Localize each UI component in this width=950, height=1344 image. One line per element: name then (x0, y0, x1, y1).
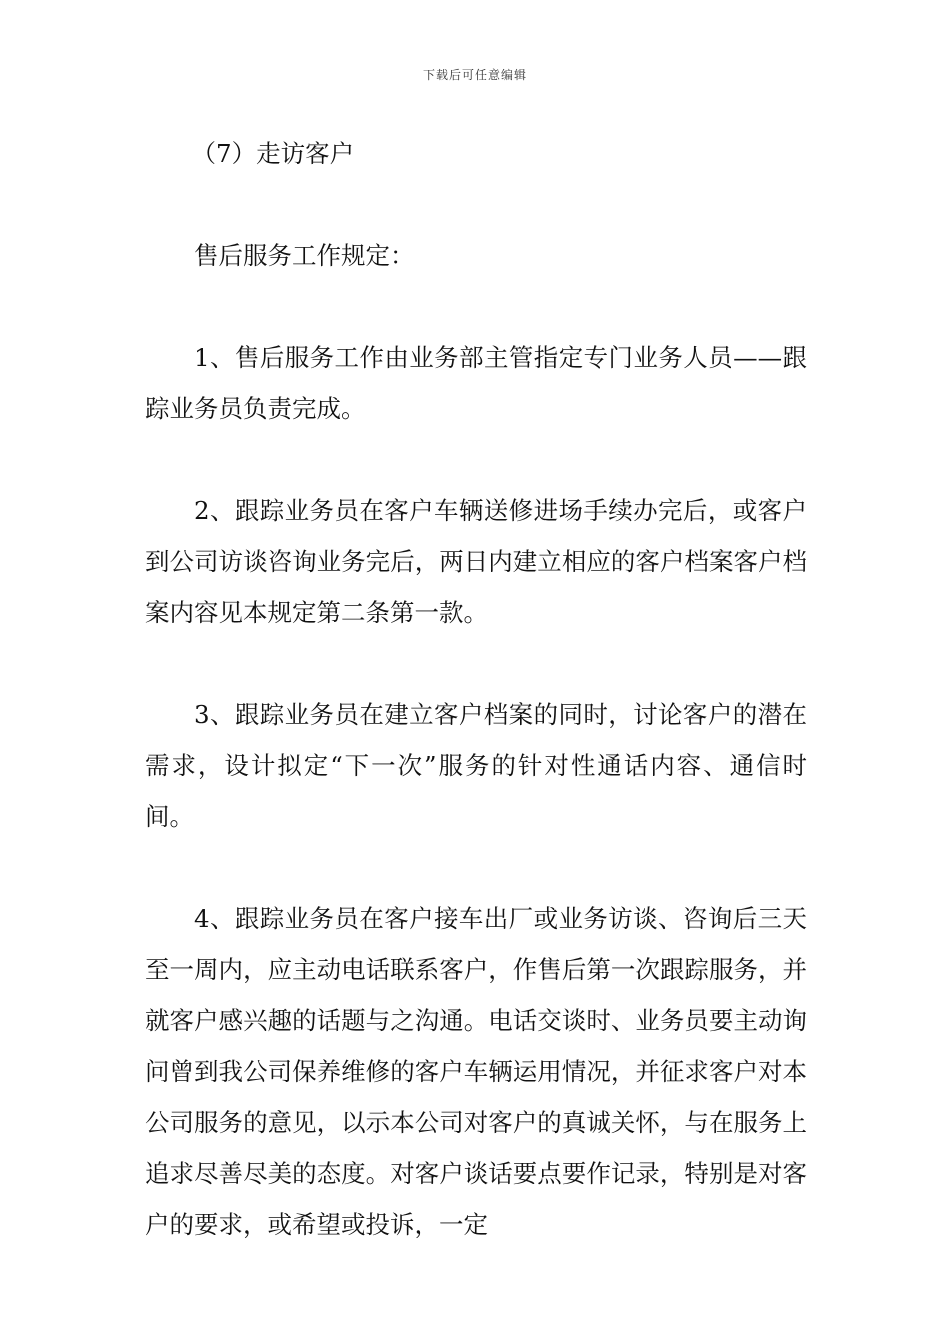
page-header: 下载后可任意编辑 (422, 68, 527, 82)
section-heading: （7）走访客户 (191, 139, 355, 168)
rule-paragraph-2: 2、跟踪业务员在客户车辆送修进场手续办完后，或客户到公司访谈咨询业务完后，两日内建立相应的客户档案客户档案内容见本规定第二条第一款。 (145, 496, 807, 627)
rules-heading: 售后服务工作规定： (194, 241, 415, 270)
rule-paragraph-1: 1、售后服务工作由业务部主管指定专门业务人员——跟踪业务员负责完成。 (145, 343, 807, 423)
rule-paragraph-3: 3、跟踪业务员在建立客户档案的同时，讨论客户的潜在需求，设计拟定“下一次”服务的针对性通话内容、通信时间。 (145, 700, 807, 831)
document-body (145, 128, 807, 1301)
rule-paragraph-4: 4、跟踪业务员在客户接车出厂或业务访谈、咨询后三天至一周内，应主动电话联系客户，作售后第一次跟踪服务，并就客户感兴趣的话题与之沟通。电话交谈时、业务员要主动询问曾到我公司保养维修的客户车辆运用情况，并征求客户对本公司服务的意见，以示本公司对客户的真诚关怀，与在服务上追求尽善尽美的态度。对客户谈话要点要作记录，特别是对客户的要求，或希望或投诉，一定 (145, 904, 807, 1239)
